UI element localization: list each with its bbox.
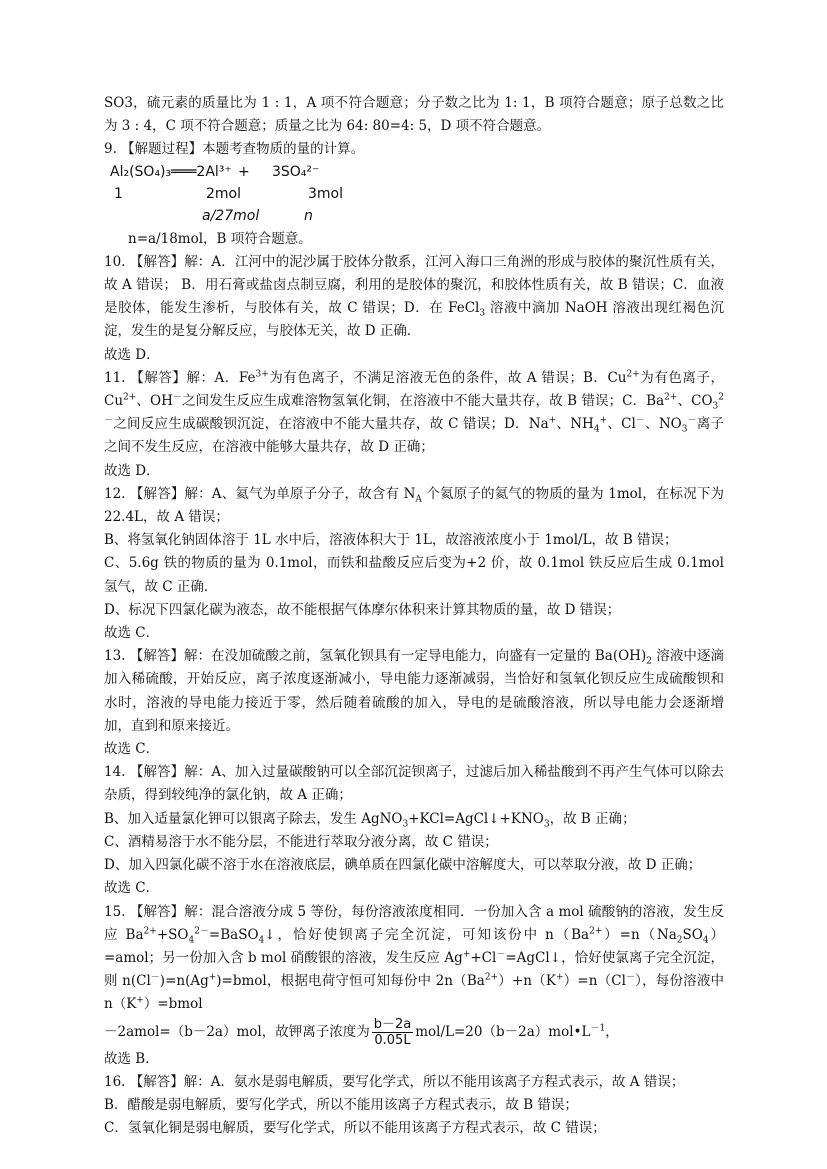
q11-sup-cu: 2+ (626, 369, 640, 380)
q11-t-g: 之间反应生成碳酸钡沉淀，在溶液中不能大量共存，故 C 错误；D．Na (113, 416, 549, 433)
q12-option-d: D、标况下四氯化碳为液态，故不能根据气体摩尔体积来计算其物质的量，故 D 错误； (104, 601, 621, 618)
q15-t-h: +Cl (470, 949, 497, 966)
q13-sub: 2 (646, 656, 652, 667)
q11-t-k: 离子之间不发生反应，在溶液中能够大量共存，故 D 正确； (104, 416, 724, 456)
q11-sup-no3: － (687, 415, 697, 426)
q12-answer: 故选 C． (104, 625, 160, 642)
q11-paragraph (104, 367, 724, 460)
q15-t-p: －2amol=（b－2a）mol，故钾离子浓度为 (104, 1023, 370, 1040)
q13-answer: 故选 C． (104, 741, 160, 758)
q11-answer: 故选 D． (104, 462, 160, 479)
q15-t-d: ↓，恰好使钡离子完全沉淀，可知该份中 n（Ba (264, 926, 590, 943)
q11-sub-no3: 3 (681, 424, 688, 435)
q16-option-b: B．醋酸是弱电解质，要写化学式，所以不能用该离子方程式表示，故 B 错误； (104, 1096, 578, 1113)
q15-sup-ba2: 2+ (589, 926, 603, 937)
q14-option-a: 14. 【解答】解：A、加入过量碳酸钠可以全部沉淀钡离子，过滤后加入稀盐酸到不再产生气体可以除去杂质，得到较纯净的氯化钠，故 A 正确； (104, 764, 724, 804)
q9-r2-c1: 1 (114, 186, 123, 203)
q12-option-c: C、5.6g 铁的物质的量为 0.1mol，而铁和盐酸反应后变为+2 价，故 0.1mol 铁反应后生成 0.1mol 氢气，故 C 正确． (104, 555, 724, 595)
q11-sup-nh4: + (599, 415, 608, 426)
q15-fraction (372, 1017, 414, 1048)
q15-t-i: =AgCl↓，恰好使氯离子完全沉淀，则 n(Cl (104, 949, 724, 990)
q12-sub-na: A (415, 494, 422, 505)
q11-t-b: 为有色离子，不满足溶液无色的条件，故 A 错误；B．Cu (268, 369, 627, 386)
q15-t-q: mol/L=20（b－2a）mol•L (415, 1023, 591, 1040)
q9-r2-c4: 3mol (308, 186, 343, 203)
q15-sup-unit: －1 (590, 1023, 606, 1034)
q14-option-b (104, 808, 724, 831)
q13-t-b: 溶液中逐滴加入稀硫酸，开始反应，离子浓度逐渐减小，导电能力逐渐减弱，当恰好和氢氧化钡反应生成硫酸钡和水时，溶液的导电能力接近于零，然后随着硫酸的加入，导电的是硫酸溶液，所以导电能力会逐渐增加，直到和原来接近。 (104, 648, 724, 734)
q13-t-a: 13. 【解答】解：在没加硫酸之前，氢氧化钡具有一定导电能力，向盛有一定量的 Ba(OH) (104, 648, 647, 665)
q10-text-a: 10. 【解答】解：A．江河中的泥沙属于胶体分散系，江河入海口三角洲的形成与胶体的聚沉性质有关，故 A 错误； B．用石膏或盐卤点制豆腐，利用的是胶体的聚沉，和胶体性质有关，故 B 错误；C．血液是胶体，能发生渗析，与胶体有关，故 C 错误；D．在 FeCl (104, 253, 724, 317)
q15-sup-so4: 2－ (194, 926, 209, 937)
q15-t-n: ），每份溶液中 n（K (104, 973, 725, 1013)
q9-eq-row-2 (110, 184, 724, 206)
q15-sub-so4b: 4 (702, 935, 709, 946)
q11-t-f: 、CO (677, 393, 713, 410)
q10-answer: 故选 D． (104, 346, 160, 363)
q9-plus: + (238, 164, 250, 181)
q11-t-e: 之间发生反应生成难溶物氢氧化铜，在溶液中不能大量共存，故 B 错误；C．Ba (181, 393, 665, 410)
q15-answer: 故选 B． (104, 1050, 159, 1067)
q9-eq-row-3 (110, 206, 724, 228)
q15-sup-k: + (555, 972, 564, 983)
q14-option-d: D、加入四氯化碳不溶于水在溶液底层，碘单质在四氯化碳中溶解度大，可以萃取分液，故 D 正确； (104, 857, 702, 874)
q9-r3-c4: n (304, 208, 313, 225)
q11-t-c: 为有色离子，Cu (104, 369, 724, 410)
q11-sup-na: + (548, 415, 557, 426)
q14-sub-1: 3 (402, 819, 409, 830)
q15-t-f: SO (682, 926, 703, 943)
q12-t-b: 个氦原子的氦气的物质的量为 1mol，在标况下为 22.4L，故 A 错误； (104, 485, 724, 526)
q10-text-b: 溶液中滴加 NaOH 溶液出现红褐色沉淀，发生的是复分解反应，与胶体无关，故 D 正确． (104, 300, 725, 340)
q15-sup-cl: － (496, 949, 506, 960)
q15-paragraph-cont (104, 1017, 724, 1048)
q16-option-a: 16. 【解答】解：A．氨水是弱电解质，要写化学式，所以不能用该离子方程式表示，故 A 错误； (104, 1073, 685, 1090)
q9-ion: 3SO₄²⁻ (272, 164, 320, 181)
q16-option-c: C．氢氧化铜是弱电解质，要写化学式，所以不能用该离子方程式表示，故 C 错误； (104, 1120, 606, 1137)
q15-sup-ba: 2+ (143, 926, 157, 937)
q15-t-c: =BaSO (208, 926, 259, 943)
q14-answer: 故选 C． (104, 880, 160, 897)
q15-t-l: ）+n（K (498, 973, 556, 990)
q14-t-b2: +KCl=AgCl↓+KNO (408, 810, 544, 827)
q15-t-a: 15. 【解答】解：混合溶液分成 5 等份，每份溶液浓度相同．一份加入含 a mol 硫酸钠的溶液，发生反应 Ba (104, 903, 724, 943)
q11-sup-ba: 2+ (664, 392, 678, 403)
q15-paragraph (104, 901, 724, 1017)
q12-t-a: 12. 【解答】解：A、氦气为单原子分子，故含有 N (104, 485, 416, 502)
q15-sup-k2: + (136, 995, 144, 1006)
q15-sup-ag: + (462, 949, 471, 960)
q12-option-b: B、将氢氧化钠固体溶于 1L 水中后，溶液体积大于 1L，故溶液浓度小于 1mol/L，故 B 错误； (104, 532, 678, 549)
q15-frac-denominator: 0.05L (374, 1032, 411, 1048)
q9-intro: 9. 【解题过程】本题考查物质的量的计算。 (104, 141, 365, 158)
q15-t-b: +SO (156, 926, 189, 943)
q15-sub-na2: 2 (676, 935, 683, 946)
q11-t-d: 、OH (136, 393, 173, 410)
document-page (104, 92, 724, 1140)
q15-sub-so4: 4 (188, 935, 195, 946)
q11-t-h: 、NH (556, 416, 594, 433)
q11-t-a: 11. 【解答】解：A．Fe (104, 369, 256, 386)
q14-option-c: C、酒精易溶于水不能分层，不能进行萃取分液分离，故 C 错误； (104, 833, 498, 850)
q11-sup-co3: 2－ (104, 392, 724, 426)
q10-paragraph (104, 251, 724, 344)
q15-t-o: ）=bmol (143, 996, 203, 1013)
q13-paragraph (104, 645, 724, 738)
q11-sub-nh4: 4 (593, 424, 600, 435)
q15-t-k: )=bmol，根据电荷守恒可知每份中 2n（Ba (216, 973, 485, 990)
q9-r3-c2: a/27mol (202, 208, 260, 225)
q9-eq-row-1 (110, 162, 724, 184)
q14-sub-2: 3 (543, 819, 550, 830)
q11-sup-cl: － (635, 415, 645, 426)
q15-t-m: ）=n（Cl (563, 973, 626, 990)
q15-sup-cl2: － (150, 972, 160, 983)
q15-t-r: ， (605, 1023, 619, 1040)
q15-sup-cl3: － (625, 972, 635, 983)
q15-frac-numerator: b－2a (373, 1016, 412, 1032)
q9-r2-c2: 2mol (206, 186, 241, 203)
q11-t-i: 、Cl (607, 416, 636, 433)
q15-sup-ba3: 2+ (484, 972, 499, 983)
q15-t-g: ）=amol；另一份加入含 b mol 硝酸银的溶液，发生反应 Ag (104, 926, 724, 966)
q11-t-j: 、NO (644, 416, 682, 433)
q15-t-j: )=n(Ag (159, 973, 209, 990)
q15-sub-baso4: 4 (258, 935, 265, 946)
q9-result: n=a/18mol，B 项符合题意。 (128, 230, 312, 247)
q9-formula: Al₂(SO₄)₃═══2Al³⁺ (110, 164, 232, 181)
q15-t-e: ）=n（Na (602, 926, 677, 943)
q9-equation-block (104, 162, 724, 228)
q15-sup-ag2: + (208, 972, 217, 983)
q11-sup-cu2: 2+ (123, 392, 137, 403)
q10-sub: 3 (479, 308, 486, 319)
q11-sup-fe: 3+ (255, 369, 269, 380)
q11-sub-co3: 3 (712, 401, 719, 412)
q14-t-b3: ，故 B 正确； (549, 810, 636, 827)
q12-paragraph (104, 483, 724, 529)
q14-t-b1: B、加入适量氯化钾可以银离子除去，发生 AgNO (104, 810, 403, 827)
paragraph-q8-end: SO3，硫元素的质量比为 1 : 1，A 项不符合题意；分子数之比为 1: 1，B 项符合题意；原子总数之比为 3 : 4，C 项不符合题意；质量之比为 64: 80=4: 5，D 项不符合题意。 (104, 95, 724, 135)
q11-sup-oh: － (172, 392, 182, 403)
